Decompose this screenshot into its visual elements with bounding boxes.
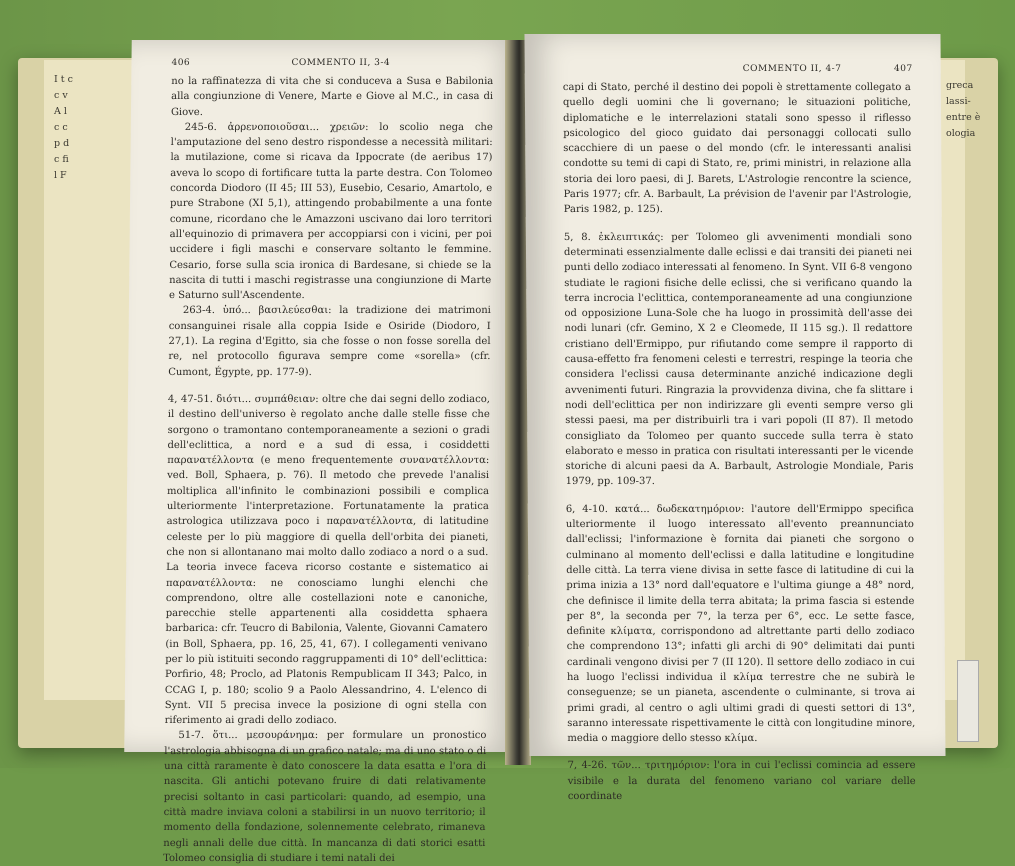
paragraph: 263-4. ὑπό... βασιλεύεσθαι: la tradizione dei matrimoni consanguinei risale alla coppia Iside e Osiride (Diodoro, I 27,1). La regina d'Egitto, sia che fosse o non fosse sorella del re, nel protocollo figurava sempre come «sorella» (cfr. Cumont, Égypte, pp. 177-9). bbox=[168, 305, 491, 378]
right-page-body bbox=[525, 80, 946, 804]
running-head: COMMENTO II, 3-4 bbox=[291, 58, 391, 68]
left-page-header bbox=[131, 40, 521, 74]
paragraph: 5, 8. ἐκλειπτικάς: per Tolomeo gli avvenimenti mondiali sono determinati essenzialmente dalle eclissi e dai transiti dei pianeti nei punti dello zodiaco interessati al fenomeno. In Synt. VII 6-8 vengono studiate le ragioni fisiche delle eclissi, che si verificano quando la terra incrocia l'eclittica, contemporaneamente ad una congiunzione od opposizione Luna-Sole che ha luogo in prossimità dell'asse dei nodi lunari (cfr. Gemino, X 2 e Cleomede, II 115 sg.). Il redattore cristiano dell'Ermippo, pur rifiutando come sempre il rapporto di causa-effetto fra fenomeni celesti e terrestri, respinge la teoria che considera l'eclissi causa determinante anziché indicazione degli avvenimenti futuri. Ringrazia la provvidenza divina, che fa slittare i nodi dell'eclittica per non indirizzare gli eventi sempre verso gli stessi paesi, ma per distribuirli tra i vari popoli (II 87). Il metodo consigliato da Tolomeo per quanto succede sulla terra è stato elaborato e messo in pratica con risultati interessanti per le vicende storiche di alcuni paesi da A. Barbault, Astrologie Mondiale, Paris 1979, pp. 109-37. bbox=[563, 231, 914, 488]
right-edge-text: greca lassi- entre è ologia bbox=[946, 80, 981, 139]
library-label bbox=[957, 660, 979, 742]
paragraph: 51-7. ὅτι... μεσουράνημα: per formulare un pronostico l'astrologia abbisogna di un grafico natale; ma di uno stato o di una città raramente è dato conoscere la data esatta e l'ora di nascita. Gli antichi potevano fruire di dati relativamente precisi soltanto in casi particolari: quando, ad esempio, una città madre inviava coloni a stabilirsi in un nuovo territorio; il momento della fondazione, solennemente celebrato, rimaneva negli annali delle due città. In mancanza di dati storici esatti Tolomeo consiglia di studiare i temi natali dei bbox=[163, 730, 487, 864]
paragraph: 245-6. ἀρρενοποιοῦσαι... χρειῶν: lo scolio nega che l'amputazione del seno destro rispondesse a necessità militari: la mutilazione, come si ricava da Ippocrate (de aeribus 17) aveva lo scopo di fortificare tutta la parte destra. Con Tolomeo concorda Diodoro (II 45; III 53), Eusebio, Cesario, Amartolo, e pure Strabone (XI 5,1), attingendo probabilmente a una fonte comune, ricordano che le Amazzoni uscivano dai loro territori all'equinozio di primavera per accoppiarsi con i vicini, per poi uccidere i figli maschi e conservare soltanto le femmine. Cesario, forse sulla scia ironica di Bardesane, si chiede se la nascita di tutti i maschi registrasse una congiunzione di Marte e Saturno sull'Ascendente. bbox=[168, 121, 493, 302]
paragraph: 4, 47-51. διότι... συμπάθειαν: oltre che dai segni dello zodiaco, il destino dell'universo è regolato anche dalle stelle fisse che sorgono o tramontano contemporaneamente a sezioni o gradi dell'eclittica, a nord e a sud di essa, i cosiddetti παρανατέλλοντα (e meno frequentemente συνανατέλλοντα: ved. Boll, Sphaera, p. 76). Il metodo che prevede l'analisi moltiplica all'infinito le combinazioni possibili e complica ulteriormente l'interpretazione. Fortunatamente la pratica astrologica utilizzava poco i παρανατέλλοντα, di latitudine celeste per lo più maggiore di quella dell'orbita dei pianeti, che non si allontanano mai molto dallo zodiaco a nord o a sud. La teoria invece faceva ricorso costante e sistematico ai παρανατέλλοντα: ne conosciamo lunghi elenchi che comprendono, oltre alle costellazioni note e canoniche, parecchie stelle appartenenti alla cosiddetta sphaera barbarica: cfr. Teucro di Babilonia, Valente, Giovanni Camatero (in Boll, Sphaera, pp. 16, 25, 41, 67). I collegamenti venivano per lo più istituiti secondo raggruppamenti di 10° dell'eclittica: Porfirio, 48; Proclo, ad Platonis Rempublicam II 343; Palco, in CCAG I, p. 180; scolio 9 a Paolo Alessandrino, 4. L'elenco di Synt. VII 5 precisa invece la posizione di ogni stella con riferimento ai gradi dello zodiaco. bbox=[164, 393, 491, 727]
page-number: 407 bbox=[894, 64, 913, 74]
left-edge-text: I t c c v A l c c p d c fi l F bbox=[54, 74, 73, 181]
left-page bbox=[124, 40, 521, 864]
running-head: COMMENTO II, 4-7 bbox=[742, 64, 842, 74]
right-page-header bbox=[524, 34, 940, 80]
paragraph: 6, 4-10. κατά... δωδεκατημόριον: l'autore dell'Ermippo specifica ulteriormente il luogo interessato all'evento preannunciato dall'eclissi; l'informazione è fornita dai pianeti che sorgono o culminano al momento dell'eclissi e dalla latitudine e longitudine delle città. La terra viene divisa in sette fasce di latitudine di cui la prima inizia a 13° nord dall'equatore e l'ultima giunge a 48° nord, che definisce il limite della terra abitata; la prima fascia si estende per 8°, la seconda per 7°, la terza per 6°, ecc. Le sette fasce, definite κλίματα, corrispondono ad altrettante parti dello zodiaco che comprendono 13°; infatti gli archi di 90° delimitati dai punti cardinali vengono divisi per 7 (II 120). Il settore dello zodiaco in cui ha luogo l'eclissi individua il κλίμα terrestre che ne subirà le conseguenze; se un pianeta, ascendente o culminante, si trova ai primi gradi, al centro o agli ultimi gradi di questi settori di 13°, saranno interessate rispettivamente le città con longitudine minore, media o maggiore dello stesso κλίμα. bbox=[565, 503, 916, 745]
right-page bbox=[524, 34, 945, 803]
paragraph: no la raffinatezza di vita che si conduceva a Susa e Babilonia alla congiunzione di Venere, Marte e Giove al M.C., in casa di Giove. bbox=[170, 76, 494, 118]
page-number: 406 bbox=[171, 58, 191, 68]
paragraph: capi di Stato, perché il destino dei popoli è strettamente collegato a quello degli uomini che li governano; le situazioni politiche, diplomatiche e le interrelazioni statali sono spesso il riflesso psicologico del gioco guidato dai personaggi collocati sullo scacchiere di un paese o del mondo (cfr. le interessanti analisi condotte su temi di capi di Stato, re, primi ministri, in relazione alla storia dei loro paesi, di J. Barets, L'Astrologie rencontre la science, Paris 1977; cfr. A. Barbault, La prévision de l'avenir par l'Astrologie, Paris 1982, p. 125). bbox=[562, 82, 912, 216]
paragraph: 7, 4-26. τῶν... τριτημόριον: l'ora in cui l'eclissi comincia ad essere visibile e la durata del fenomeno variano col variare delle coordinate bbox=[567, 760, 916, 803]
left-page-body bbox=[123, 74, 521, 866]
